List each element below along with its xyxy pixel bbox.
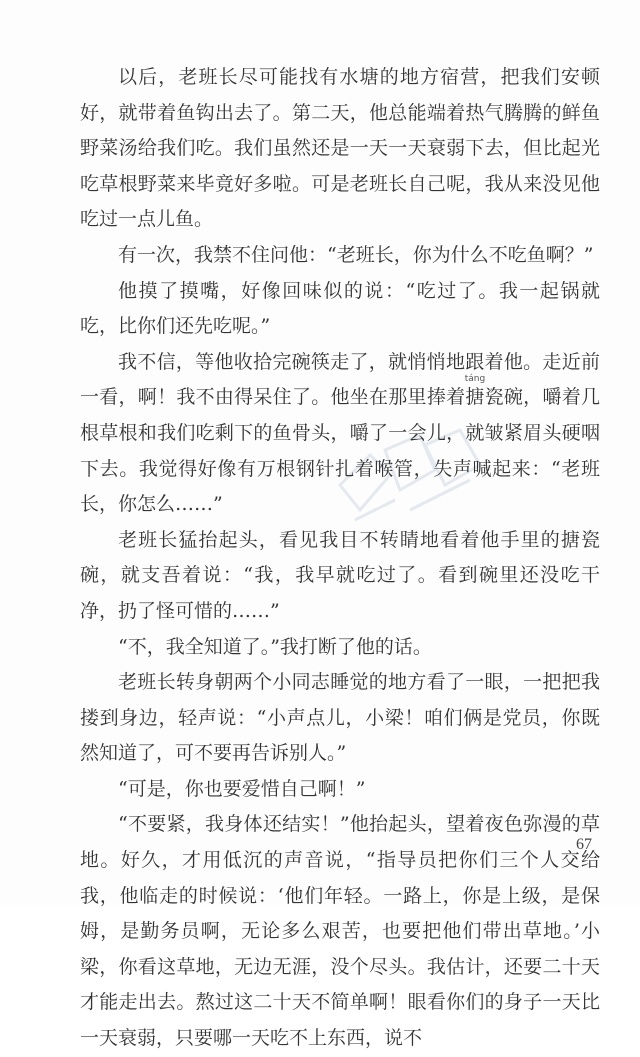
- paragraph-2: 有一次，我禁不住问他：“老班长，你为什么不吃鱼啊？”: [118, 243, 594, 266]
- paragraph-5: 老班长猛抬起头，看见我目不转睛地看着他手里的搪瓷碗，就支吾着说：“我，我早就吃过了。看到碗里还没吃干净，扔了怪可惜的……”: [80, 528, 600, 622]
- paragraph-9: “不要紧，我身体还结实！”他抬起头，望着夜色弥漫的草地。好久，才用低沉的声音说，“指导员把你们三个人交给我，他临走的时候说：‘他们年轻。一路上，你是上级，是保姆，是勤务员啊，无论多么艰苦，也要把他们带出草地。’小梁，你看这草地，无边无涯，没个尽头。我估计，还要二十天才能走出去。熬过这二十天不简单啊！眼看你们的身子一天比一天衰弱，只要哪一天吃不上东西，说不: [80, 813, 600, 1050]
- paragraph-4-text-a: 我不信，等他收拾完碗筷走了，就悄悄地跟着他。走近前一看，啊！我不由得呆住了。他坐在那里捧着: [80, 350, 600, 409]
- page-number: 67: [576, 836, 592, 853]
- paragraph-7: 老班长转身朝两个小同志睡觉的地方看了一眼，一把把我搂到身边，轻声说：“小声点儿，小梁！咱们俩是党员，你既然知道了，可不要再告诉别人。”: [80, 671, 600, 765]
- ruby-base-char: 搪: [465, 386, 485, 409]
- pinyin-annotation: táng: [464, 374, 486, 385]
- paragraph-8: “可是，你也要爱惜自己啊！”: [118, 777, 366, 800]
- paragraph-4-text-b: 瓷碗，嚼着几根草根和我们吃剩下的鱼骨头，嚼了一会儿，就皱紧眉头硬咽下去。我觉得好像有万根钢针扎着喉管，失声喊起来：“老班长，你怎么……”: [80, 386, 600, 516]
- paragraph-1: 以后，老班长尽可能找有水塘的地方宿营，把我们安顿好，就带着鱼钩出去了。第二天，他总能端着热气腾腾的鲜鱼野菜汤给我们吃。我们虽然还是一天一天衰弱下去，但比起光吃草根野菜来毕竟好多啦。可是老班长自己呢，我从来没见他吃过一点儿鱼。: [80, 66, 600, 231]
- paragraph-4: [80, 345, 600, 523]
- article-body: [80, 60, 600, 1057]
- ruby-annotation: [464, 374, 486, 409]
- paragraph-6: “不，我全知道了。”我打断了他的话。: [118, 635, 432, 658]
- paragraph-3: 他摸了摸嘴，好像回味似的说：“吃过了。我一起锅就吃，比你们还先吃呢。”: [80, 279, 600, 338]
